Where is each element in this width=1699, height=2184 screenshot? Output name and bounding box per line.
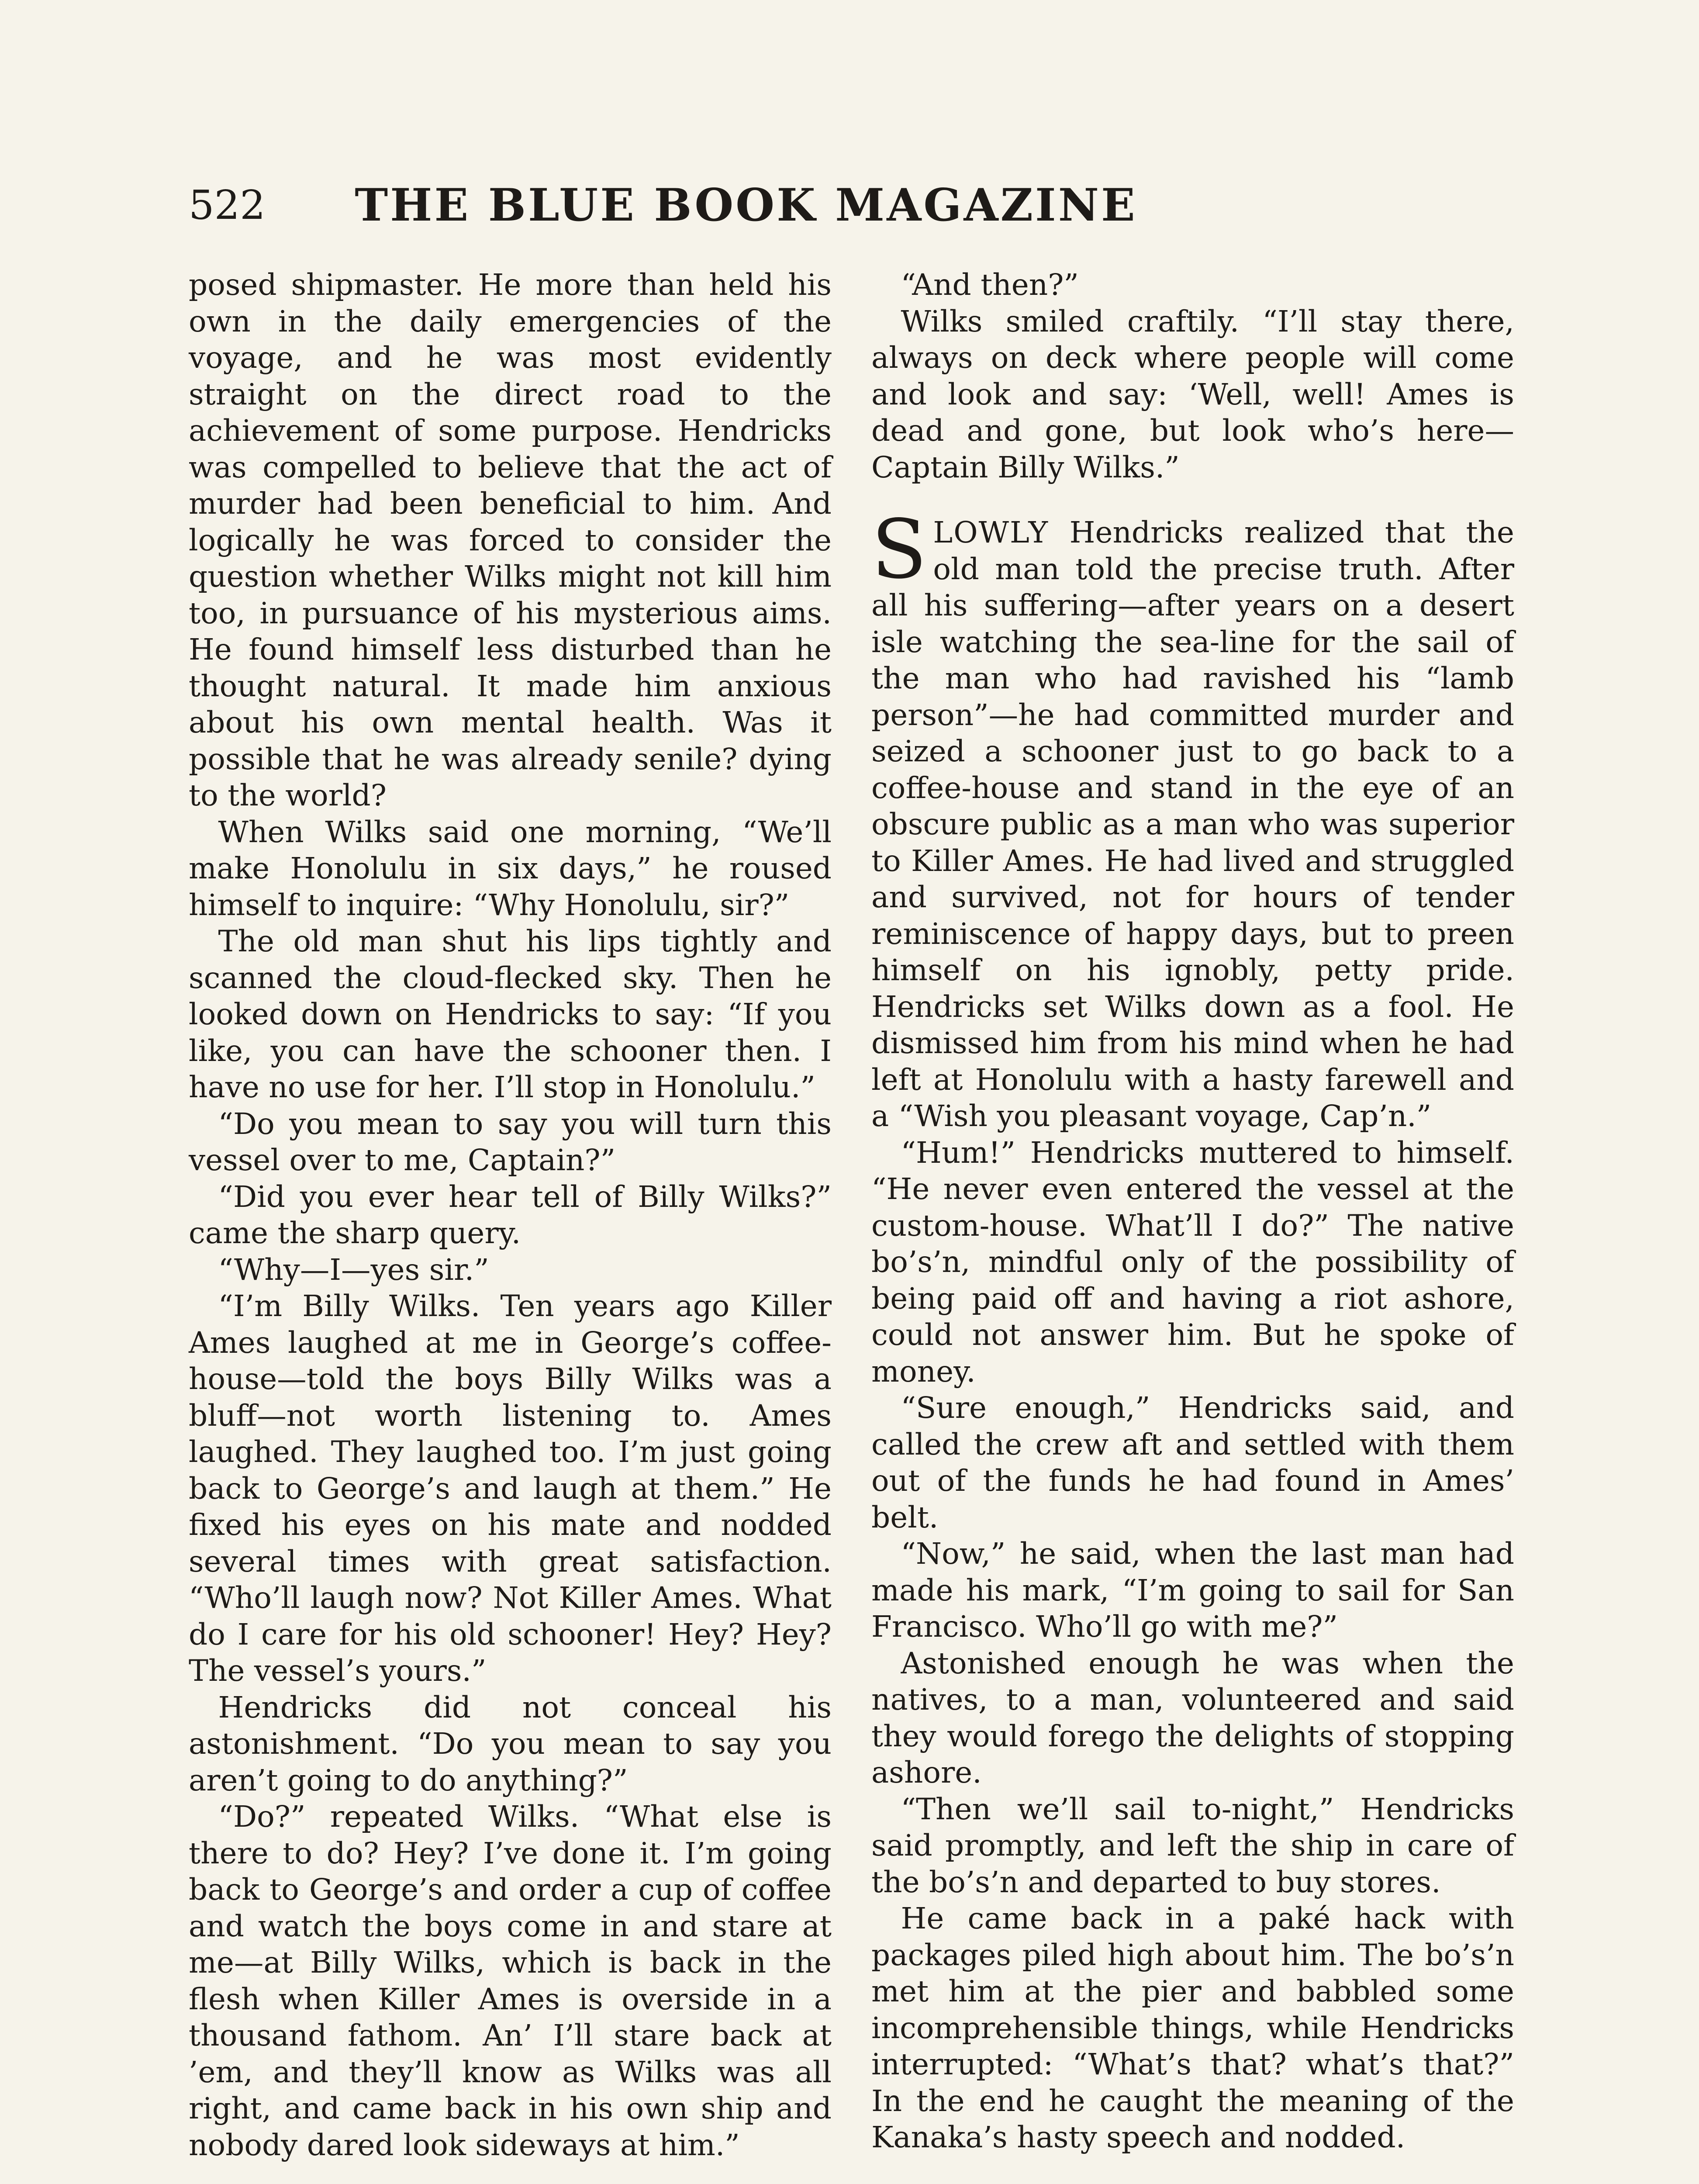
- paragraph: “Then we’ll sail to-night,” Hendricks said promptly, and left the ship in care of the bo’s’n and departed to buy stores.: [871, 1791, 1514, 1899]
- paragraph: “Why—I—yes sir.”: [218, 1252, 489, 1287]
- drop-cap: S: [871, 502, 927, 597]
- section-opening-paragraph: [871, 502, 1514, 1134]
- left-column: [189, 266, 832, 2163]
- small-caps-lead: LOWLY: [933, 515, 1049, 549]
- paragraph: Wilks smiled craftily. “I’ll stay there, always on deck where people will come and look and say: ‘Well, well! Ames is dead and gone, but look who’s here—Captain Billy Wilks.”: [871, 304, 1514, 484]
- page-header: [189, 175, 1233, 240]
- page-number: 522: [189, 182, 266, 228]
- running-title: THE BLUE BOOK MAGAZINE: [355, 179, 1137, 232]
- paragraph: When Wilks said one morning, “We’ll make Honolulu in six days,” he roused himself to inquire: “Why Honolulu, sir?”: [189, 814, 832, 922]
- paragraph: The old man shut his lips tightly and scanned the cloud-flecked sky. Then he looked down on Hendricks to say: “If you like, you can have the schooner then. I have no use for her. I’ll stop in Honolulu.”: [189, 924, 832, 1104]
- paragraph: posed shipmaster. He more than held his own in the daily emergencies of the voyage, and he was most evidently straight on the direct road to the achievement of some purpose. Hendricks was compelled to believe that the act of murder had been beneficial to him. And logically he was forced to consider the question whether Wilks might not kill him too, in pursuance of his mysterious aims. He found himself less disturbed than he thought natural. It made him anxious about his own mental health. Was it possible that he was already senile? dying to the world?: [189, 267, 832, 812]
- right-column: [871, 266, 1514, 2156]
- paragraph: Hendricks did not conceal his astonishment. “Do you mean to say you aren’t going to do anything?”: [189, 1690, 832, 1797]
- paragraph: “And then?”: [901, 267, 1079, 302]
- paragraph: “Sure enough,” Hendricks said, and called the crew aft and settled with them out of the funds he had found in Ames’ belt.: [871, 1390, 1514, 1534]
- paragraph: He came back in a paké hack with packages piled high about him. The bo’s’n met him at the pier and babbled some incomprehensible things, while Hendricks interrupted: “What’s that? what’s that?” In the end he caught the meaning of the Kanaka’s hasty speech and nodded.: [871, 1901, 1514, 2154]
- paragraph: “Hum!” Hendricks muttered to himself. “He never even entered the vessel at the custom-house. What’ll I do?” The native bo’s’n, mindful only of the possibility of being paid off and having a riot ashore, could not answer him. But he spoke of money.: [871, 1135, 1514, 1389]
- paragraph: “Did you ever hear tell of Billy Wilks?” came the sharp query.: [189, 1179, 832, 1250]
- paragraph: “Now,” he said, when the last man had made his mark, “I’m going to sail for San Francisco. Who’ll go with me?”: [871, 1536, 1514, 1644]
- paragraph: “Do?” repeated Wilks. “What else is there to do? Hey? I’ve done it. I’m going back to George’s and order a cup of coffee and watch the boys come in and stare at me—at Billy Wilks, which is back in the flesh when Killer Ames is overside in a thousand fathom. An’ I’ll stare back at ’em, and they’ll know as Wilks was all right, and came back in his own ship and nobody dared look sideways at him.”: [189, 1799, 832, 2162]
- paragraph: “I’m Billy Wilks. Ten years ago Killer Ames laughed at me in George’s coffee-house—told the boys Billy Wilks was a bluff—not worth listening to. Ames laughed. They laughed too. I’m just going back to George’s and laugh at them.” He fixed his eyes on his mate and nodded several times with great satisfaction. “Who’ll laugh now? Not Killer Ames. What do I care for his old schooner! Hey? Hey? The vessel’s yours.”: [189, 1289, 832, 1688]
- section-opening-text: Hendricks realized that the old man told the precise truth. After all his suffering—after years on a desert isle watching the sea-line for the sail of the man who had ravished his “lamb person”—he had committed murder and seized a schooner just to go back to a coffee-house and stand in the eye of an obscure public as a man who was superior to Killer Ames. He had lived and struggled and survived, not for hours of tender reminiscence of happy days, but to preen himself on his ignobly, petty pride. Hendricks set Wilks down as a fool. He dismissed him from his mind when he had left at Honolulu with a hasty farewell and a “Wish you pleasant voyage, Cap’n.”: [871, 515, 1514, 1133]
- paragraph: Astonished enough he was when the natives, to a man, volunteered and said they would forego the delights of stopping ashore.: [871, 1645, 1514, 1790]
- paragraph: “Do you mean to say you will turn this vessel over to me, Captain?”: [189, 1106, 832, 1177]
